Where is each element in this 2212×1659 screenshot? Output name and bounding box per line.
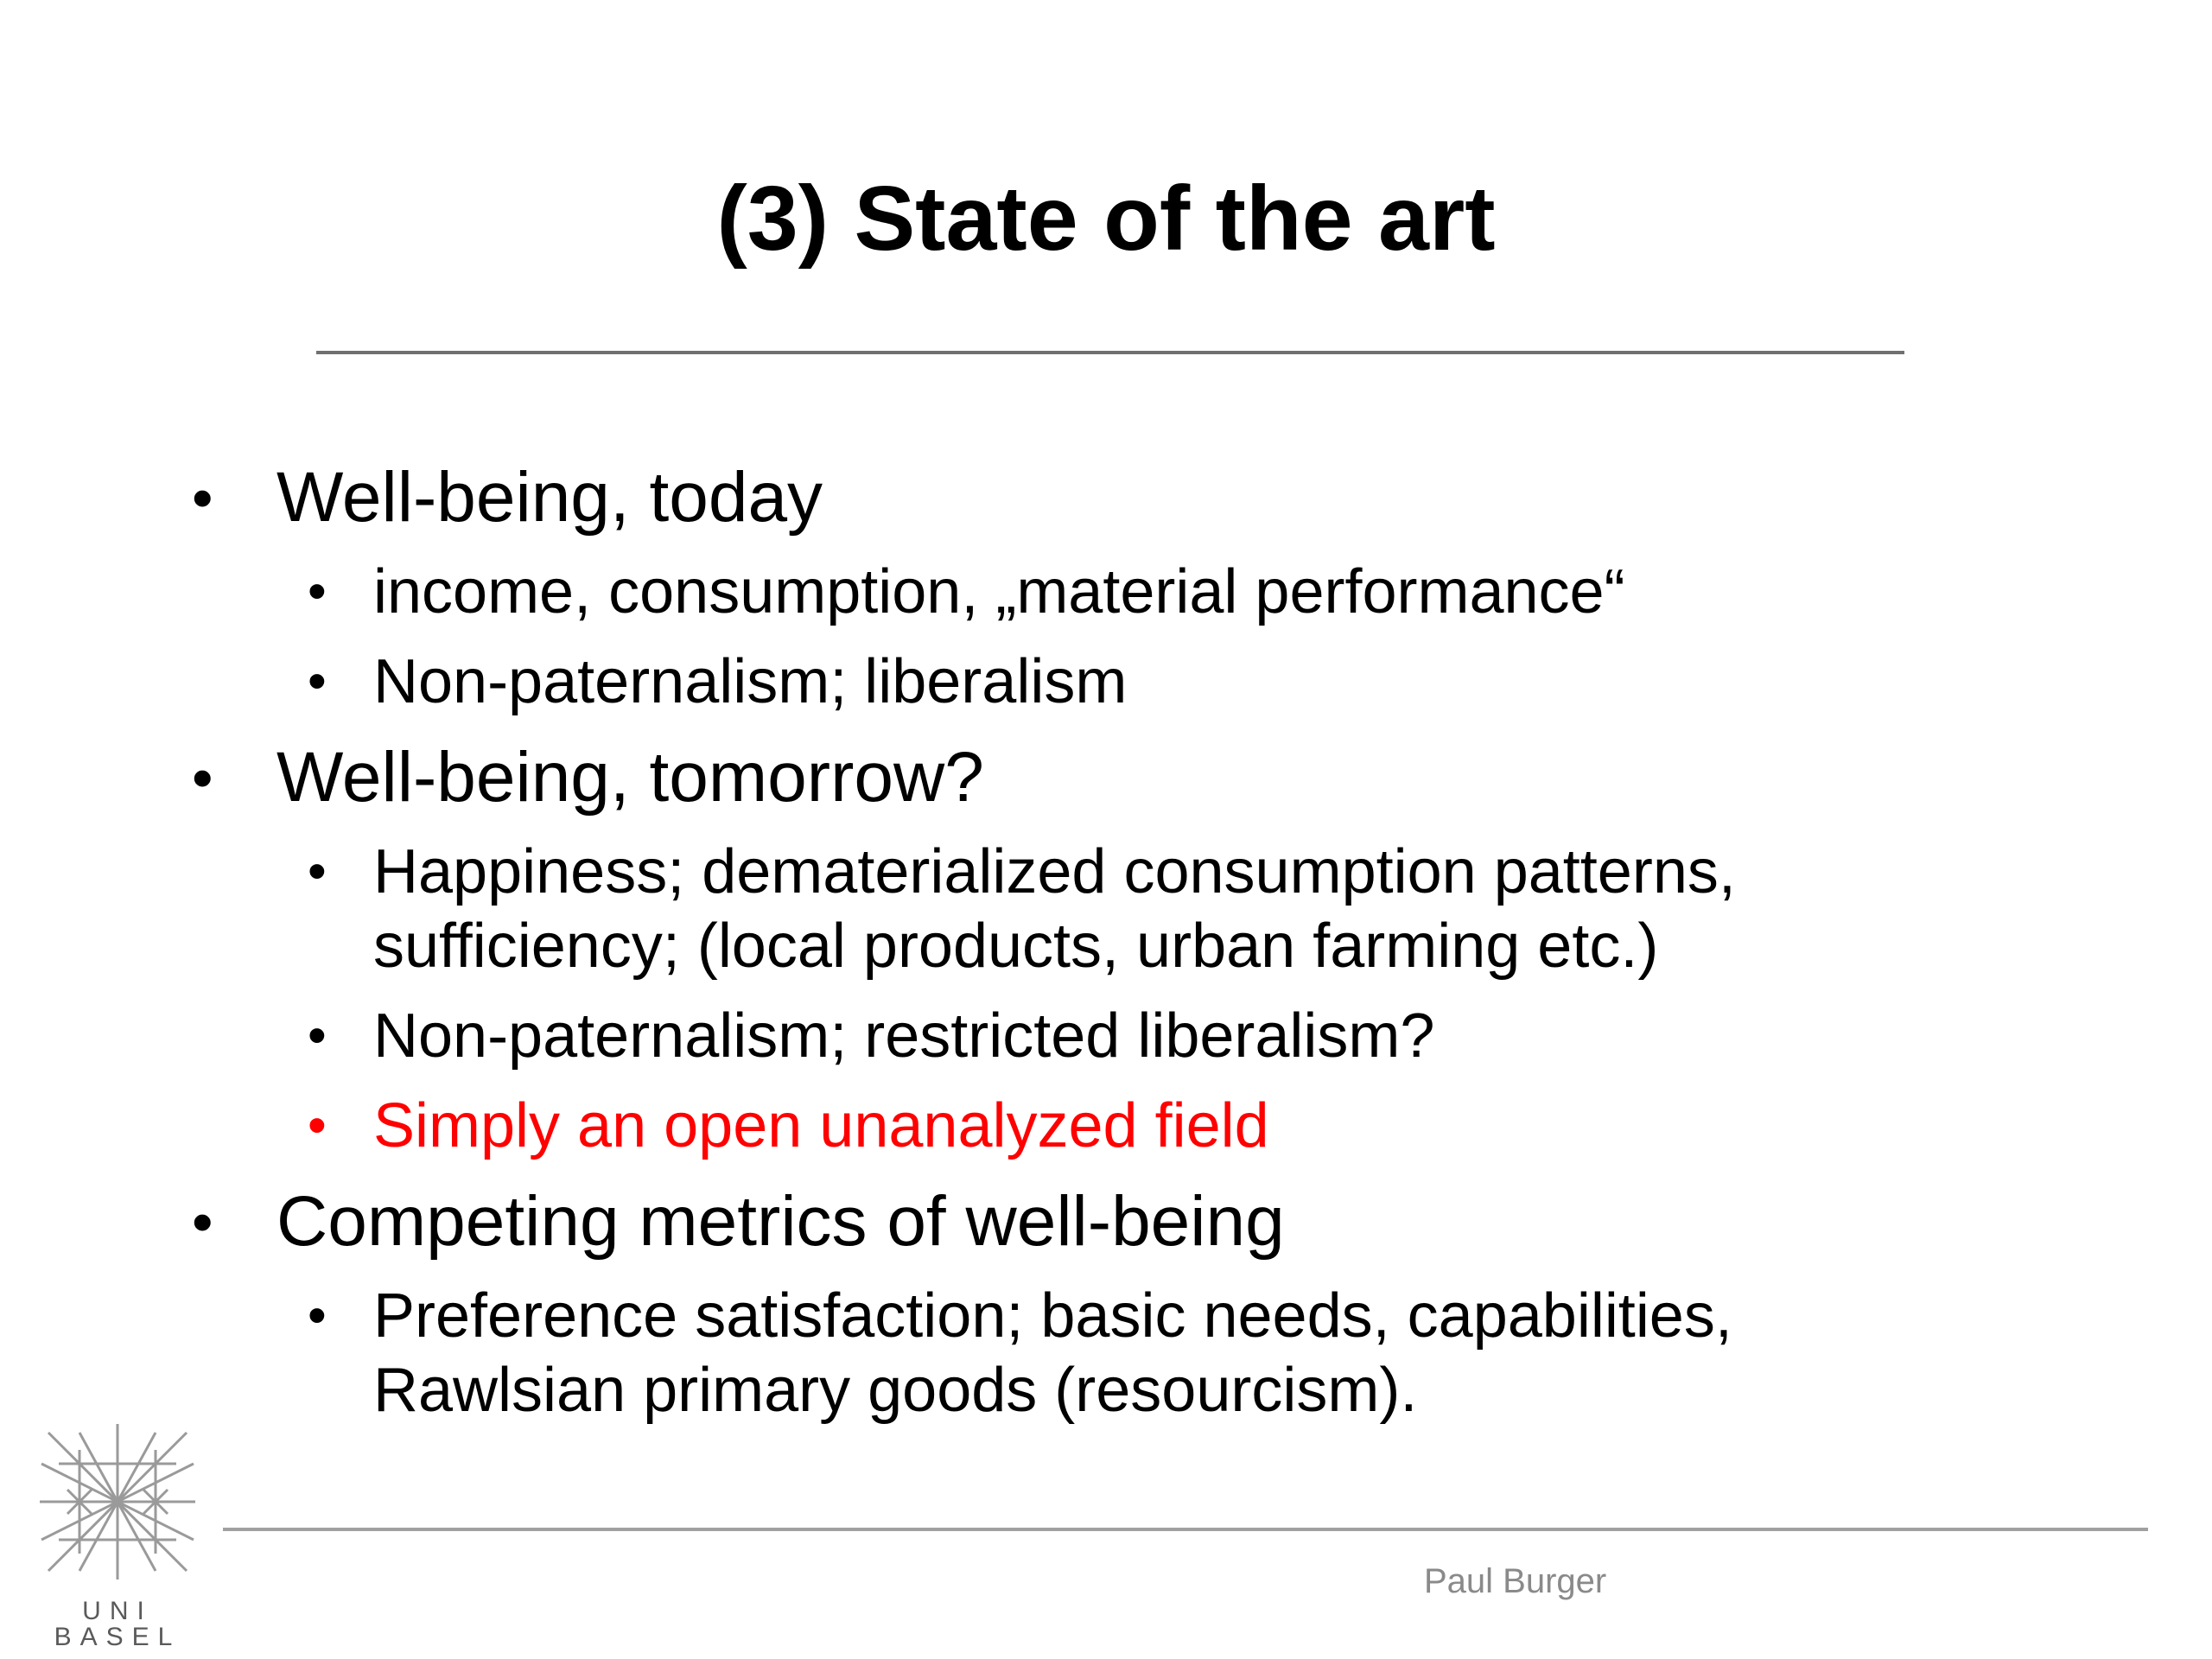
bullet-text: Well-being, today <box>276 458 823 537</box>
bullet-item-well-being-today <box>192 456 823 539</box>
bullet-item-well-being-tomorrow <box>192 736 984 819</box>
bullet-dot: • <box>192 744 213 811</box>
bullet-dot: • <box>192 464 213 531</box>
sub-bullet-item <box>308 835 1736 909</box>
title-divider <box>316 351 1904 354</box>
footer-author: Paul Burger <box>1424 1562 1607 1600</box>
bullet-dot: • <box>192 1188 213 1255</box>
sub-bullet-text: income, consumption, „material performance“ <box>373 557 1625 626</box>
logo-text-uni: UNI <box>82 1597 153 1625</box>
sub-bullet-continuation <box>373 909 1658 983</box>
sub-bullet-text-line-2: sufficiency; (local products, urban farming etc.) <box>373 912 1659 981</box>
bullet-dot: • <box>308 1286 327 1345</box>
logo-text-basel: BASEL <box>54 1623 181 1651</box>
bullet-dot: • <box>308 652 327 711</box>
sub-bullet-item <box>308 555 1625 629</box>
sub-bullet-text-line-1: Preference satisfaction; basic needs, capabilities, <box>373 1281 1732 1351</box>
bullet-dot: • <box>308 562 327 621</box>
footer-divider <box>223 1528 2148 1531</box>
bullet-dot: • <box>308 1006 327 1065</box>
bullet-dot: • <box>308 842 327 901</box>
sub-bullet-text: Non-paternalism; liberalism <box>373 647 1128 716</box>
sub-bullet-item <box>308 1279 1732 1353</box>
sub-bullet-text-line-1: Happiness; dematerialized consumption patterns, <box>373 837 1736 906</box>
sub-bullet-continuation <box>373 1353 1417 1427</box>
sub-bullet-item-highlighted <box>308 1089 1269 1163</box>
sub-bullet-text: Non-paternalism; restricted liberalism? <box>373 1001 1435 1071</box>
bullet-item-competing-metrics <box>192 1180 1285 1263</box>
bullet-text: Well-being, tomorrow? <box>276 738 984 817</box>
bullet-dot: • <box>308 1096 327 1155</box>
sub-bullet-text-line-2: Rawlsian primary goods (resourcism). <box>373 1356 1418 1425</box>
slide-title: (3) State of the art <box>716 168 1496 270</box>
sub-bullet-item <box>308 645 1128 719</box>
bullet-text: Competing metrics of well-being <box>276 1182 1285 1261</box>
sub-bullet-text: Simply an open unanalyzed field <box>373 1091 1269 1160</box>
sub-bullet-item <box>308 999 1435 1073</box>
